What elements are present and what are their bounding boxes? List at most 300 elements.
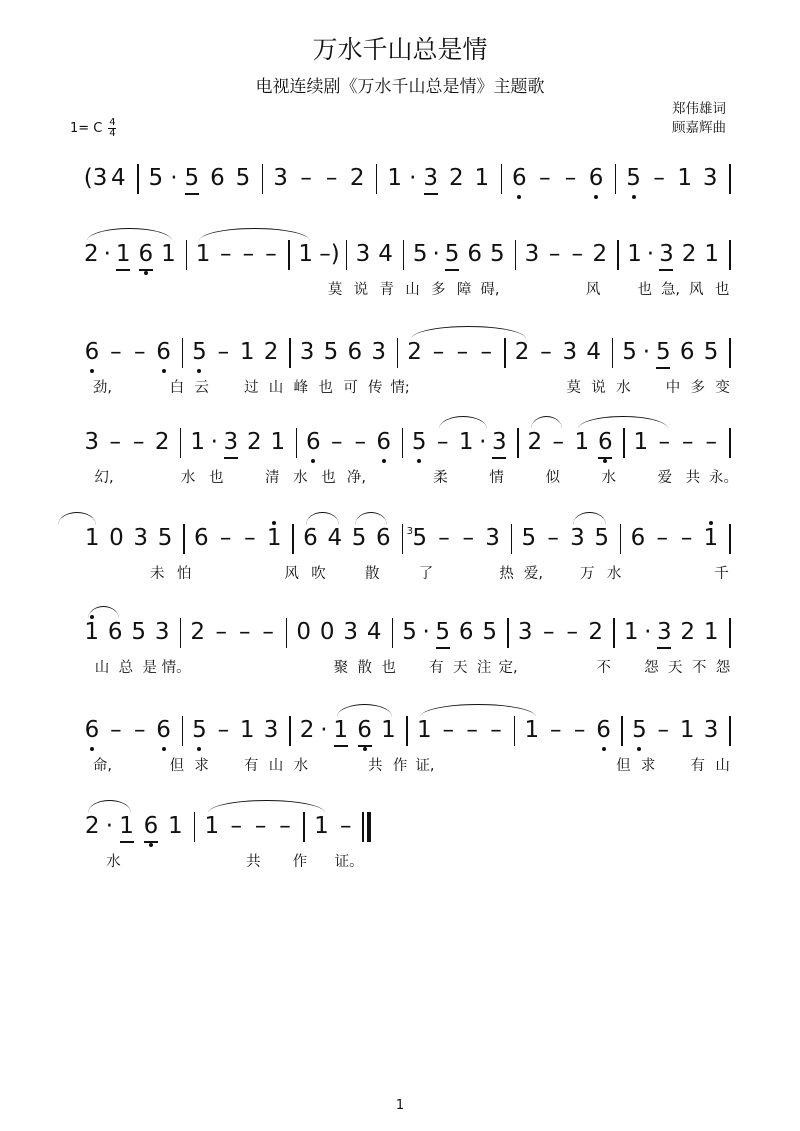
lyric-syllable: 散 — [357, 660, 372, 676]
lyric-syllable: 可 — [343, 380, 358, 396]
lyric-syllable: 水 — [606, 566, 622, 582]
note: 1 — [195, 241, 211, 267]
dash-note: – — [254, 813, 267, 839]
note: 1 — [474, 165, 490, 191]
note: 3 — [703, 717, 719, 743]
lyric-syllable: 作 — [392, 758, 408, 774]
lyric-syllable: 说 — [353, 282, 369, 298]
note: 3 — [299, 339, 315, 365]
note: 3 — [263, 717, 279, 743]
note: 1 — [704, 241, 719, 267]
dash-note: – — [242, 241, 255, 267]
dot-note: · — [103, 241, 111, 267]
note: 3 — [524, 241, 540, 267]
score-line — [0, 520, 800, 592]
lyric-syllable: 命, — [92, 758, 112, 774]
underline-beam — [116, 269, 130, 271]
note: 1 — [627, 241, 642, 267]
note: 6 — [210, 165, 225, 191]
lyric-syllable: 多 — [690, 380, 706, 396]
note: 4 — [378, 241, 393, 267]
lower-octave-dot — [162, 369, 166, 373]
lyric-syllable: 水 — [601, 470, 617, 486]
lyric-syllable: 天 — [668, 660, 683, 676]
lower-octave-dot — [363, 747, 367, 751]
note: 3 — [154, 619, 170, 645]
lyric-syllable: 求 — [640, 758, 656, 774]
dash-note: – — [548, 241, 561, 267]
dot-note: · — [432, 241, 440, 267]
dash-note: – — [656, 525, 669, 551]
dash-note: – — [571, 241, 583, 267]
lower-octave-dot — [311, 459, 315, 463]
underline-beam — [139, 269, 153, 271]
dot-note: · — [422, 619, 430, 645]
underline-beam — [224, 457, 238, 459]
note: 1 — [314, 813, 329, 839]
lyric-syllable: 水 — [293, 758, 309, 774]
note: 1 — [84, 525, 100, 551]
barline — [182, 716, 184, 746]
dash-note: – — [682, 429, 694, 455]
score-line — [0, 712, 800, 784]
dash-note: – — [244, 525, 256, 551]
dash-note: – — [354, 429, 366, 455]
note: 2 — [448, 165, 464, 191]
note: 2 — [349, 165, 365, 191]
note: 2 — [246, 429, 262, 455]
underline-beam — [334, 745, 348, 747]
lyric-syllable: 山 — [715, 758, 730, 774]
note: 5 — [131, 619, 147, 645]
final-barline-thin — [362, 812, 364, 842]
lyric-syllable: 有 — [690, 758, 706, 774]
barline — [402, 524, 404, 554]
lyric-syllable: 云 — [194, 380, 209, 396]
lyric-syllable: 也 — [381, 660, 396, 676]
note: 3 — [343, 619, 358, 645]
tie-arc — [578, 416, 668, 429]
lyric-syllable: 风 — [284, 566, 299, 582]
underline-beam — [424, 193, 438, 195]
lyric-syllable: 共 — [246, 854, 261, 870]
note: 1 — [239, 717, 255, 743]
note: 6 — [458, 619, 474, 645]
note: 2 — [588, 619, 603, 645]
note: 6 — [376, 525, 391, 551]
note: 5 — [622, 339, 637, 365]
tie-arc — [337, 704, 393, 717]
lower-octave-dot — [603, 459, 607, 463]
lower-octave-dot — [90, 369, 94, 373]
tie-arc — [306, 512, 338, 525]
barline — [183, 524, 185, 554]
tie-arc — [411, 326, 527, 339]
underline-beam — [185, 193, 199, 195]
note: 6 — [596, 428, 614, 456]
dash-note: – — [325, 165, 338, 191]
underline-beam — [656, 367, 670, 369]
lyric-syllable: 也 — [321, 470, 336, 486]
barline — [289, 716, 291, 746]
note: 1 — [387, 165, 403, 191]
dash-note: – — [653, 165, 665, 191]
lyric-syllable: 共 — [368, 758, 383, 774]
note: 1 — [679, 717, 695, 743]
note: 5 3 — [411, 524, 429, 552]
lyric-syllable: 总 — [118, 660, 134, 676]
lyric-syllable: 怨 — [644, 660, 659, 676]
note: 5 — [625, 164, 643, 192]
barline — [729, 338, 731, 368]
dot-note: · — [644, 619, 652, 645]
dash-note: – — [133, 717, 146, 743]
note: 6 — [587, 164, 605, 192]
dash-note: – — [215, 619, 227, 645]
lower-octave-dot — [602, 747, 606, 751]
tie-arc — [420, 704, 536, 717]
barline — [286, 618, 288, 648]
tie-arc — [439, 416, 487, 429]
upper-octave-dot — [272, 521, 276, 525]
dash-note: – — [466, 717, 478, 743]
barline — [613, 618, 615, 648]
tie-arc — [58, 512, 96, 525]
barline — [729, 716, 731, 746]
note: 1 — [703, 619, 719, 645]
dash-note: – — [300, 165, 312, 191]
note: 3 — [702, 165, 718, 191]
barline — [620, 524, 622, 554]
note: 1 — [381, 717, 396, 743]
note: 1 — [416, 717, 432, 743]
note: 5 — [482, 619, 498, 645]
barline — [182, 338, 184, 368]
key-text: 1= C — [70, 121, 103, 136]
underline-beam — [358, 745, 372, 747]
note: 2 — [681, 241, 697, 267]
lyric-syllable: 也 — [637, 282, 652, 298]
note: 2 — [527, 429, 543, 455]
lower-octave-dot — [144, 271, 148, 275]
note: 5 — [410, 428, 428, 456]
note: 2 — [190, 619, 206, 645]
note: 1 — [458, 429, 474, 455]
barline — [180, 428, 182, 458]
note: 2 — [263, 339, 279, 365]
lyric-syllable: 莫 — [566, 380, 581, 396]
note: 2 — [407, 339, 422, 365]
dash-note: – — [552, 429, 565, 455]
note: 5 — [594, 525, 609, 551]
lyric-syllable: 山 — [94, 660, 110, 676]
note: 1 — [677, 165, 692, 191]
key-signature — [70, 118, 116, 139]
lyric-syllable: 万 — [579, 566, 595, 582]
dash-note: – — [550, 717, 562, 743]
underline-beam — [659, 269, 673, 271]
barline — [137, 164, 139, 194]
dash-note: – — [462, 525, 474, 551]
note: 1 — [333, 717, 348, 743]
lyric-syllable: 过 — [244, 380, 259, 396]
lower-octave-dot — [382, 459, 386, 463]
note: 3 — [273, 165, 288, 191]
note: 3 — [491, 429, 507, 455]
lyric-syllable: 风 — [689, 282, 704, 298]
note: 1 — [119, 813, 134, 839]
note: 5 — [630, 716, 648, 744]
note: 1 — [524, 717, 540, 743]
barline — [504, 338, 506, 368]
dash-note: – — [490, 717, 502, 743]
lyric-syllable: 也 — [714, 282, 730, 298]
note: 4 — [327, 525, 343, 551]
lyric-syllable: 是 — [142, 660, 157, 676]
note: 6 — [304, 428, 322, 456]
note: 3 — [84, 429, 100, 455]
lyric-syllable: 爱 — [657, 470, 673, 486]
barline — [515, 240, 517, 270]
lyric-syllable: 未 — [149, 566, 165, 582]
note: 3 — [223, 429, 239, 455]
note: 3 — [133, 525, 149, 551]
dash-note: – — [658, 429, 671, 455]
dash-note: – — [265, 241, 277, 267]
dash-note: – — [432, 339, 445, 365]
barline — [729, 428, 731, 458]
note: 0 — [319, 619, 335, 645]
underline-beam — [598, 457, 612, 459]
barline — [621, 716, 623, 746]
note: 1 — [115, 241, 131, 267]
note: 5 — [402, 619, 417, 645]
underline-beam — [436, 647, 450, 649]
lyric-syllable: 永。 — [708, 470, 738, 486]
composer-credit: 顾嘉辉曲 — [672, 120, 726, 136]
note: 5 — [235, 165, 251, 191]
underline-beam — [445, 269, 459, 271]
dash-note: – — [547, 525, 559, 551]
dot-note: · — [210, 429, 218, 455]
lyric-syllable: 天 — [453, 660, 468, 676]
lyric-syllable: 不 — [596, 660, 611, 676]
underline-beam — [492, 457, 506, 459]
note: 1 — [574, 429, 590, 455]
lower-octave-dot — [637, 747, 641, 751]
lyric-syllable: 有 — [244, 758, 259, 774]
note: 3 — [423, 165, 439, 191]
song-subtitle: 电视连续剧《万水千山总是情》主题歌 — [255, 77, 545, 97]
lyric-syllable: 不 — [691, 660, 707, 676]
lyric-syllable: 证。 — [334, 854, 364, 870]
dot-note: · — [170, 165, 178, 191]
note: 2 — [299, 717, 315, 743]
barline — [180, 618, 182, 648]
note: 1 — [190, 429, 206, 455]
score-line — [0, 424, 800, 496]
lyric-syllable: 变 — [715, 380, 730, 396]
dash-note: – — [542, 619, 555, 645]
note: 6 — [375, 428, 393, 456]
note: 6 — [193, 525, 209, 551]
dash-note: – — [217, 717, 230, 743]
lyric-syllable: 峰 — [293, 380, 309, 396]
note: 1 — [633, 429, 649, 455]
lyric-syllable: 作 — [292, 854, 308, 870]
note: 5 — [412, 241, 428, 267]
lyric-syllable: 散 — [364, 566, 380, 582]
underline-beam — [120, 841, 134, 843]
lyric-syllable: 但 — [616, 758, 631, 774]
dash-note: – — [680, 525, 693, 551]
lyric-syllable: 中 — [665, 380, 681, 396]
lyric-syllable: 也 — [208, 470, 224, 486]
note: 5 — [184, 165, 200, 191]
lyric-syllable: 情。 — [161, 660, 191, 676]
note: 3 — [517, 619, 533, 645]
dash-note: – — [566, 619, 578, 645]
dash-note: – — [133, 339, 146, 365]
note: 1 — [270, 429, 286, 455]
barline — [507, 618, 509, 648]
barline — [617, 240, 619, 270]
barline — [303, 812, 305, 842]
note: 6 — [155, 338, 173, 366]
note: 3 — [656, 619, 672, 645]
barline — [406, 716, 408, 746]
lyric-syllable: 净, — [346, 470, 366, 486]
note: 5 — [148, 165, 164, 191]
lyric-syllable: 但 — [169, 758, 185, 774]
lyric-syllable: 似 — [545, 470, 560, 486]
time-bottom: 4 — [109, 128, 116, 139]
lyric-syllable: 清 — [265, 470, 280, 486]
note: 6 — [303, 525, 318, 551]
underline-beam — [657, 647, 671, 649]
note: 5 — [444, 241, 460, 267]
note: 3 — [570, 525, 585, 551]
credits — [672, 100, 726, 138]
note: 5 — [490, 241, 505, 267]
tie-arc — [573, 512, 605, 525]
lyric-syllable: 山 — [405, 282, 420, 298]
dash-note: – — [219, 525, 232, 551]
lyric-syllable: 共 — [685, 470, 701, 486]
dash-note: – — [132, 429, 145, 455]
lyric-syllable: 障 — [456, 282, 472, 298]
dash-note: – — [480, 339, 492, 365]
dash-note: – — [109, 429, 121, 455]
score-line — [0, 614, 800, 686]
note: 5 — [521, 525, 537, 551]
note: 3 — [485, 525, 500, 551]
dash-note: – — [238, 619, 251, 645]
barline — [262, 164, 264, 194]
note: 3 — [355, 241, 371, 267]
lyric-syllable: 水 — [293, 470, 308, 486]
note: 6 — [107, 619, 123, 645]
dash-note: – — [279, 813, 291, 839]
barline — [402, 428, 404, 458]
barline — [623, 428, 625, 458]
lyric-syllable: 怕 — [176, 566, 192, 582]
dot-note: · — [646, 241, 655, 267]
barline — [376, 164, 378, 194]
dash-note: – — [340, 813, 352, 839]
lower-octave-dot — [197, 747, 201, 751]
dash-note: – — [230, 813, 242, 839]
grace-note: 3 — [406, 526, 414, 537]
lyric-syllable: 水 — [616, 380, 631, 396]
tie-arc — [88, 606, 119, 619]
note: 6 — [510, 164, 528, 192]
barline — [517, 428, 519, 458]
note: 1 — [168, 813, 183, 839]
lyric-syllable: 碍, — [480, 282, 500, 298]
note: 6 — [142, 812, 160, 840]
lyric-syllable: 风 — [585, 282, 601, 298]
lyric-syllable: 柔 — [433, 470, 448, 486]
note: 5 — [435, 619, 451, 645]
lower-octave-dot — [594, 195, 598, 199]
dash-note: – — [539, 165, 551, 191]
note: 6 — [347, 339, 363, 365]
note: 4 — [366, 619, 382, 645]
lyric-syllable: 求 — [194, 758, 209, 774]
lyric-syllable: 了 — [418, 566, 434, 582]
barline — [392, 618, 394, 648]
barline — [729, 524, 731, 554]
lyric-syllable: 爱, — [523, 566, 543, 582]
lyric-syllable: 怨 — [715, 660, 731, 676]
note: 6 — [155, 716, 173, 744]
note: 1 — [623, 619, 639, 645]
note: 5 — [703, 339, 719, 365]
time-top: 4 — [109, 117, 116, 128]
barline — [403, 240, 405, 270]
note: 0 — [109, 525, 124, 551]
barline — [289, 338, 291, 368]
underline-beam — [144, 841, 158, 843]
dash-note: – — [573, 717, 586, 743]
note: 3 — [371, 339, 386, 365]
note: 2 — [154, 429, 170, 455]
note: 4 — [586, 339, 602, 365]
lower-octave-dot — [417, 459, 421, 463]
note: 1 — [83, 618, 101, 646]
note: 0 — [296, 619, 311, 645]
note: 3 — [659, 241, 674, 267]
lyric-syllable: 劲, — [92, 380, 112, 396]
lyric-syllable: 水 — [180, 470, 196, 486]
note: 1 — [702, 524, 720, 552]
note: 2 — [83, 241, 99, 267]
lyric-syllable: 有 — [429, 660, 444, 676]
lyric-syllable: 证, — [415, 758, 435, 774]
dash-note: – — [110, 339, 122, 365]
time-signature — [108, 118, 116, 139]
note: 6 — [679, 339, 695, 365]
note: 1 — [298, 241, 313, 267]
barline — [612, 338, 614, 368]
barline — [729, 164, 731, 194]
lower-octave-dot — [517, 195, 521, 199]
lyric-syllable: 急, — [660, 282, 681, 298]
dash-note: – — [219, 241, 232, 267]
lyric-syllable: 定, — [498, 660, 518, 676]
note: 1 — [265, 524, 283, 552]
